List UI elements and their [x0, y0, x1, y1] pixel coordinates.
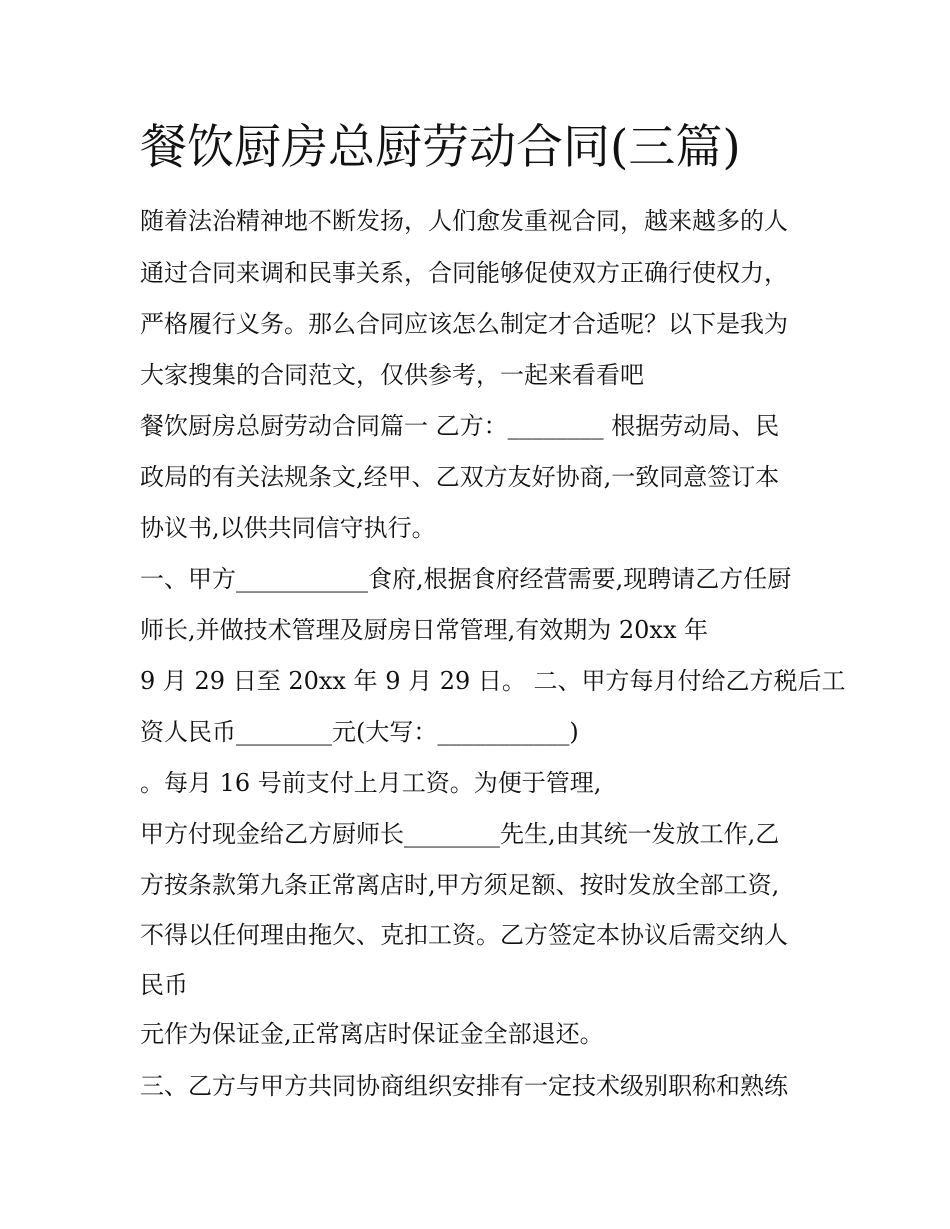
paragraph-line: 元作为保证金,正常离店时保证金全部退还。: [140, 1020, 604, 1048]
paragraph-line: 随着法治精神地不断发扬，人们愈发重视合同，越来越多的人: [140, 207, 788, 235]
paragraph-line: 通过合同来调和民事关系，合同能够促使双方正确行使权力，: [140, 259, 788, 287]
paragraph-line: 严格履行义务。那么合同应该怎么制定才合适呢？以下是我为: [140, 310, 788, 338]
paragraph-line: 政局的有关法规条文,经甲、乙双方友好协商,一致同意签订本: [140, 463, 780, 491]
paragraph-line: 9 月 29 日至 20xx 年 9 月 29 日。 二、甲方每月付给乙方税后工: [140, 667, 846, 695]
paragraph-line: 。每月 16 号前支付上月工资。为便于管理,: [140, 769, 602, 797]
document-title: 餐饮厨房总厨劳动合同(三篇): [140, 120, 741, 175]
paragraph-line: 甲方付现金给乙方厨师长________先生,由其统一发放工作,乙: [140, 820, 780, 848]
paragraph-line: 三、乙方与甲方共同协商组织安排有一定技术级别职称和熟练: [140, 1072, 788, 1100]
paragraph-line: 方按条款第九条正常离店时,甲方须足额、按时发放全部工资,: [140, 871, 780, 899]
paragraph-line: 不得以任何理由拖欠、克扣工资。乙方签定本协议后需交纳人: [140, 921, 788, 949]
paragraph-line: 一、甲方___________食府,根据食府经营需要,现聘请乙方任厨: [140, 565, 792, 593]
paragraph-line: 餐饮厨房总厨劳动合同篇一 乙方：________ 根据劳动局、民: [140, 412, 780, 440]
paragraph-line: 师长,并做技术管理及厨房日常管理,有效期为 20xx 年: [140, 616, 709, 644]
paragraph-line: 协议书,以供共同信守执行。: [140, 514, 436, 542]
paragraph-line: 大家搜集的合同范文，仅供参考，一起来看看吧: [140, 361, 644, 389]
paragraph-line: 民币: [140, 971, 188, 999]
paragraph-line: 资人民币________元(大写：___________): [140, 718, 579, 746]
